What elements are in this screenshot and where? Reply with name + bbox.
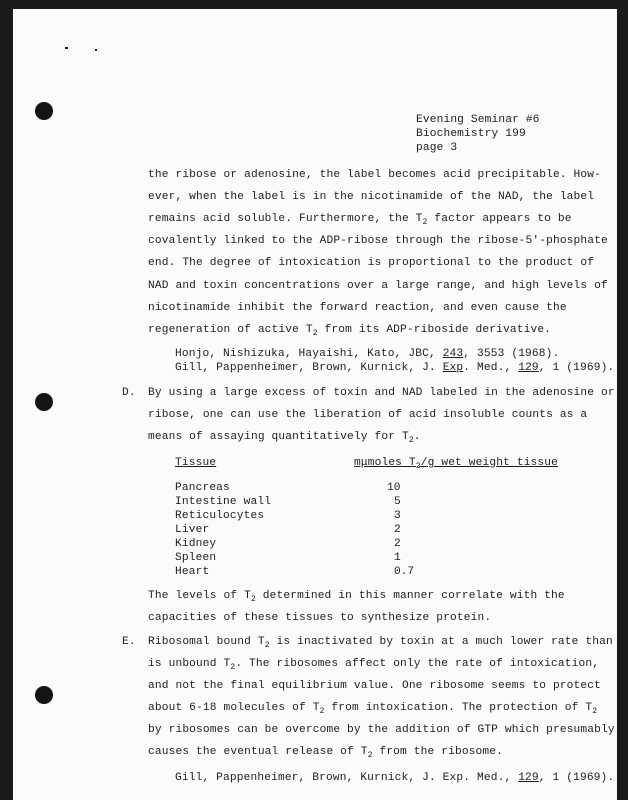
- table-cell-tissue: Kidney: [175, 538, 217, 550]
- table-cell-value: 5: [394, 496, 401, 508]
- header-line-3: page 3: [416, 142, 458, 154]
- para1-line: remains acid soluble. Furthermore, the $T_2$ factor appears to be: [148, 213, 572, 227]
- section-e-line: by ribosomes can be overcome by the addition of GTP which presumably: [148, 724, 615, 736]
- table-cell-value: 3: [394, 510, 401, 522]
- para2-line: capacities of these tissues to synthesize protein.: [148, 612, 492, 624]
- reference-line: Gill, Pappenheimer, Brown, Kurnick, J. Exp. Med., 129, 1 (1969).: [175, 362, 615, 374]
- punch-hole-middle: [35, 393, 53, 411]
- punch-hole-top: [35, 102, 53, 120]
- section-d-line: By using a large excess of toxin and NAD labeled in the adenosine or: [148, 387, 615, 399]
- para2-line: The levels of $T_2$ determined in this manner correlate with the: [148, 590, 565, 604]
- section-e-line: about 6-18 molecules of $T_2$ from intoxication. The protection of $T_2$: [148, 702, 598, 716]
- para1-line: ever, when the label is in the nicotinamide of the NAD, the label: [148, 191, 595, 203]
- section-e-line: and not the final equilibrium value. One ribosome seems to protect: [148, 680, 601, 692]
- reference-line: Gill, Pappenheimer, Brown, Kurnick, J. Exp. Med., 129, 1 (1969).: [175, 772, 615, 784]
- table-cell-tissue: Liver: [175, 524, 210, 536]
- table-cell-tissue: Heart: [175, 566, 210, 578]
- paper-page: [13, 9, 617, 800]
- para1-line: end. The degree of intoxication is proportional to the product of: [148, 257, 595, 269]
- punch-hole-bottom: [35, 686, 53, 704]
- table-header-amount: mμmoles $T_2/g$ wet weight tissue: [354, 457, 559, 471]
- table-cell-value: 0.7: [394, 566, 415, 578]
- section-e-line: Ribosomal bound $T_2$ is inactivated by toxin at a much lower rate than: [148, 636, 613, 650]
- section-e-label: E.: [122, 636, 136, 648]
- table-cell-tissue: Pancreas: [175, 482, 230, 494]
- table-cell-value: 10: [387, 482, 401, 494]
- section-d-line: ribose, one can use the liberation of acid insoluble counts as a: [148, 409, 588, 421]
- header-line-2: Biochemistry 199: [416, 128, 526, 140]
- table-cell-value: 2: [394, 524, 401, 536]
- para1-line: NAD and toxin concentrations over a large range, and high levels of: [148, 280, 608, 292]
- para1-line: the ribose or adenosine, the label becomes acid precipitable. How-: [148, 169, 601, 181]
- para1-line: regeneration of active $T_2$ from its ADP-riboside derivative.: [148, 324, 552, 338]
- table-cell-value: 1: [394, 552, 401, 564]
- speck-mark: [95, 49, 97, 51]
- table-header-tissue: Tissue: [175, 457, 217, 469]
- section-e-line: causes the eventual release of $T_2$ from the ribosome.: [148, 746, 504, 760]
- header-line-1: Evening Seminar #6: [416, 114, 540, 126]
- table-cell-tissue: Intestine wall: [175, 496, 272, 508]
- table-cell-tissue: Spleen: [175, 552, 217, 564]
- para1-line: covalently linked to the ADP-ribose through the ribose-5'-phosphate: [148, 235, 608, 247]
- section-d-label: D.: [122, 387, 136, 399]
- speck-mark: [65, 47, 68, 49]
- table-cell-value: 2: [394, 538, 401, 550]
- table-cell-tissue: Reticulocytes: [175, 510, 265, 522]
- para1-line: nicotinamide inhibit the forward reaction, and even cause the: [148, 302, 567, 314]
- reference-line: Honjo, Nishizuka, Hayaishi, Kato, JBC, 243, 3553 (1968).: [175, 348, 560, 360]
- section-e-line: is unbound $T_2$. The ribosomes affect only the rate of intoxication,: [148, 658, 600, 672]
- section-d-line: means of assaying quantitatively for $T_2$.: [148, 431, 421, 445]
